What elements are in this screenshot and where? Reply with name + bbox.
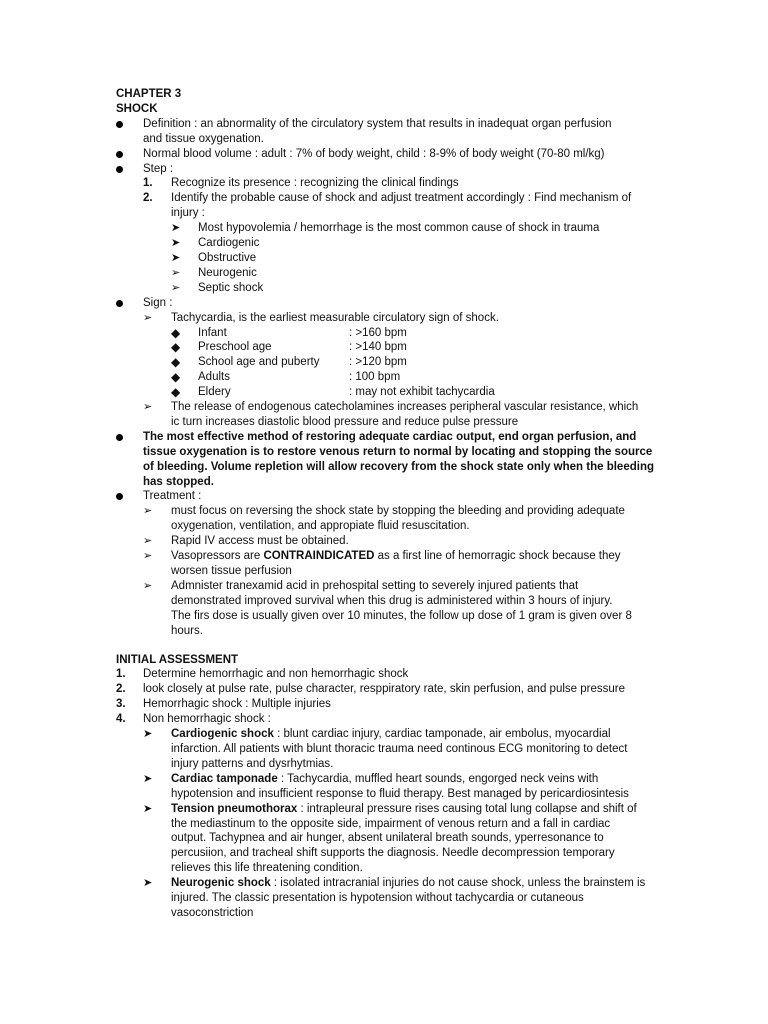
arrow-continuation: The firs dose is usually given over 10 minutes, the follow up dose of 1 gram is given over 8	[171, 609, 632, 622]
arrow-bullet-icon: ➤	[171, 222, 181, 235]
numbered-item: 2. look closely at pulse rate, pulse character, resppiratory rate, skin perfusion, and pulse pressure	[116, 683, 625, 696]
arrow-item: ➢ Neurogenic	[171, 266, 257, 279]
arrow-bullet-icon: ➤	[143, 728, 153, 741]
arrow-bullet-icon: ➤	[143, 772, 153, 785]
bullet-dot-icon	[116, 434, 123, 441]
bullet-item: The most effective method of restoring adequate cardiac output, end organ perfusion, and	[116, 430, 656, 445]
bullet-item: Definition : an abnormality of the circulatory system that results in inadequat organ perfusion	[116, 117, 656, 132]
bullet-item: Sign :	[116, 296, 656, 311]
term: Neurogenic shock	[171, 877, 271, 890]
arrow-continuation: demonstrated improved survival when this drug is administered within 3 hours of injury.	[171, 594, 613, 607]
arrow-item: ➤ Cardiac tamponade : Tachycardia, muffled heart sounds, engorged neck veins with	[143, 772, 599, 785]
rate-value: : may not exhibit tachycardia	[349, 386, 495, 399]
term: Cardiac tamponade	[171, 772, 278, 785]
bullet-dot-icon	[116, 166, 123, 173]
arrow-continuation: vasoconstriction	[171, 906, 254, 919]
arrow-item: ➢ The release of endogenous catecholamines increases peripheral vascular resistance, which	[143, 401, 639, 414]
term: Cardiogenic shock	[171, 728, 274, 741]
numbered-item: 2. Identify the probable cause of shock and adjust treatment accordingly : Find mechanism of	[143, 192, 632, 205]
rate-group: Infant	[198, 326, 227, 339]
numbered-item: 3. Hemorrhagic shock : Multiple injuries	[116, 698, 331, 711]
diamond-bullet-icon: ◆	[171, 325, 181, 340]
numbered-item: 1. Determine hemorrhagic and non hemorrhagic shock	[116, 668, 409, 681]
bullet-item: Normal blood volume : adult : 7% of body weight, child : 8-9% of body weight (70-80 ml/kg)	[116, 147, 656, 162]
diamond-bullet-icon: ◆	[171, 385, 181, 400]
arrow-continuation: injury patterns and dysrhytmias.	[171, 757, 334, 770]
arrow-bullet-icon: ➤	[171, 237, 181, 250]
arrow-item: ➢ Tachycardia, is the earliest measurable circulatory sign of shock.	[143, 311, 499, 324]
arrow-bullet-icon: ➢	[143, 311, 153, 324]
section-title: SHOCK	[116, 102, 158, 115]
arrow-item: ➤ Cardiogenic	[171, 237, 260, 250]
bullet-item: Step :	[116, 162, 656, 177]
arrow-bullet-icon: ➤	[143, 802, 153, 815]
bullet-dot-icon	[116, 151, 123, 158]
bullet-continuation: has stopped.	[143, 475, 214, 488]
rate-row	[116, 355, 656, 370]
diamond-bullet-icon: ◆	[171, 340, 181, 355]
arrow-bullet-icon: ➢	[143, 535, 153, 548]
bullet-continuation: of bleeding. Volume repletion will allow recovery from the shock state only when the bleeding	[143, 460, 654, 473]
arrow-bullet-icon: ➢	[143, 579, 153, 592]
rate-value: : 100 bpm	[349, 371, 401, 384]
arrow-bullet-icon: ➢	[143, 401, 153, 414]
item-number: 1.	[116, 668, 126, 681]
numbered-continuation: injury :	[171, 207, 205, 220]
arrow-continuation: hours.	[171, 624, 203, 637]
rate-group: School age and puberty	[198, 356, 320, 369]
numbered-item: 4. Non hemorrhagic shock :	[116, 713, 271, 726]
arrow-item: ➤ Cardiogenic shock : blunt cardiac injury, cardiac tamponade, air embolus, myocardial	[143, 728, 611, 741]
rate-group: Preschool age	[198, 341, 272, 354]
arrow-continuation: output. Tachypnea and air hunger, absent unilateral breath sounds, yperresonance to	[171, 832, 604, 845]
rate-group: Eldery	[198, 386, 231, 399]
rate-row	[116, 326, 656, 341]
arrow-continuation: the mediastinum to the opposite side, impairment of venous return and a fall in cardiac	[171, 817, 611, 830]
arrow-continuation: ic turn increases diastolic blood pressure and reduce pulse pressure	[171, 415, 519, 428]
diamond-bullet-icon: ◆	[171, 355, 181, 370]
bullet-continuation: and tissue oxygenation.	[143, 132, 264, 145]
item-number: 1.	[143, 177, 153, 190]
arrow-bullet-icon: ➤	[143, 877, 153, 890]
item-number: 2.	[143, 192, 153, 205]
rate-row	[116, 370, 656, 385]
arrow-continuation: hypotension and insufficient response to fluid therapy. Best managed by pericardiosintesis	[171, 787, 629, 800]
arrow-item: ➤ Obstructive	[171, 251, 257, 264]
bullet-continuation: tissue oxygenation is to restore venous return to normal by locating and stopping the source	[143, 445, 653, 458]
chapter-heading: CHAPTER 3	[116, 88, 182, 100]
document-body	[116, 87, 656, 921]
arrow-continuation: worsen tissue perfusion	[171, 565, 292, 577]
arrow-bullet-icon: ➢	[171, 266, 181, 279]
rate-value: : >120 bpm	[349, 356, 407, 369]
rate-row	[116, 340, 656, 355]
rate-group: Adults	[198, 371, 230, 384]
arrow-item: ➢ Rapid IV access must be obtained.	[143, 535, 349, 548]
arrow-item: ➢ Admnister tranexamid acid in prehospital setting to severely injured patients that	[143, 579, 579, 592]
arrow-item: ➢ must focus on reversing the shock state by stopping the bleeding and providing adequate	[143, 505, 625, 518]
rate-value: : >160 bpm	[349, 326, 407, 339]
arrow-item: ➤ Most hypovolemia / hemorrhage is the most common cause of shock in trauma	[171, 222, 600, 235]
term: Tension pneumothorax	[171, 802, 298, 815]
arrow-bullet-icon: ➢	[143, 505, 153, 518]
arrow-continuation: oxygenation, ventilation, and appropiate fluid resuscitation.	[171, 520, 470, 533]
arrow-bullet-icon: ➤	[171, 251, 181, 264]
bullet-dot-icon	[116, 493, 123, 500]
numbered-item: 1. Recognize its presence : recognizing the clinical findings	[143, 177, 459, 190]
arrow-continuation: injured. The classic presentation is hypotension without tachycardia or cutaneous	[171, 892, 584, 905]
bullet-dot-icon	[116, 300, 123, 307]
diamond-bullet-icon: ◆	[171, 370, 181, 385]
rate-value: : >140 bpm	[349, 341, 407, 354]
arrow-item: ➤ Neurogenic shock : isolated intracranial injuries do not cause shock, unless the brainstem is	[143, 877, 646, 890]
bullet-dot-icon	[116, 121, 123, 128]
arrow-item: ➢ Septic shock	[171, 281, 264, 294]
bullet-item: Treatment :	[116, 489, 656, 504]
section-heading: INITIAL ASSESSMENT	[116, 653, 239, 666]
arrow-item: ➢ Vasopressors are CONTRAINDICATED as a first line of hemorragic shock because they	[143, 550, 621, 563]
arrow-continuation: relieves this life threatening condition.	[171, 862, 363, 875]
arrow-continuation: percusiion, and tracheal shift supports the diagnosis. Needle decompression temporary	[171, 847, 615, 860]
contraindicated-emphasis: CONTRAINDICATED	[263, 550, 375, 563]
item-number: 2.	[116, 683, 126, 696]
rate-row	[116, 385, 656, 400]
arrow-item: ➤ Tension pneumothorax : intrapleural pressure rises causing total lung collapse and shift of	[143, 802, 637, 815]
item-number: 3.	[116, 698, 126, 711]
arrow-bullet-icon: ➢	[143, 550, 153, 563]
section-gap	[116, 639, 656, 653]
arrow-bullet-icon: ➢	[171, 281, 181, 294]
arrow-continuation: infarction. All patients with blunt thoracic trauma need continous ECG monitoring to detect	[171, 742, 628, 755]
item-number: 4.	[116, 713, 126, 726]
